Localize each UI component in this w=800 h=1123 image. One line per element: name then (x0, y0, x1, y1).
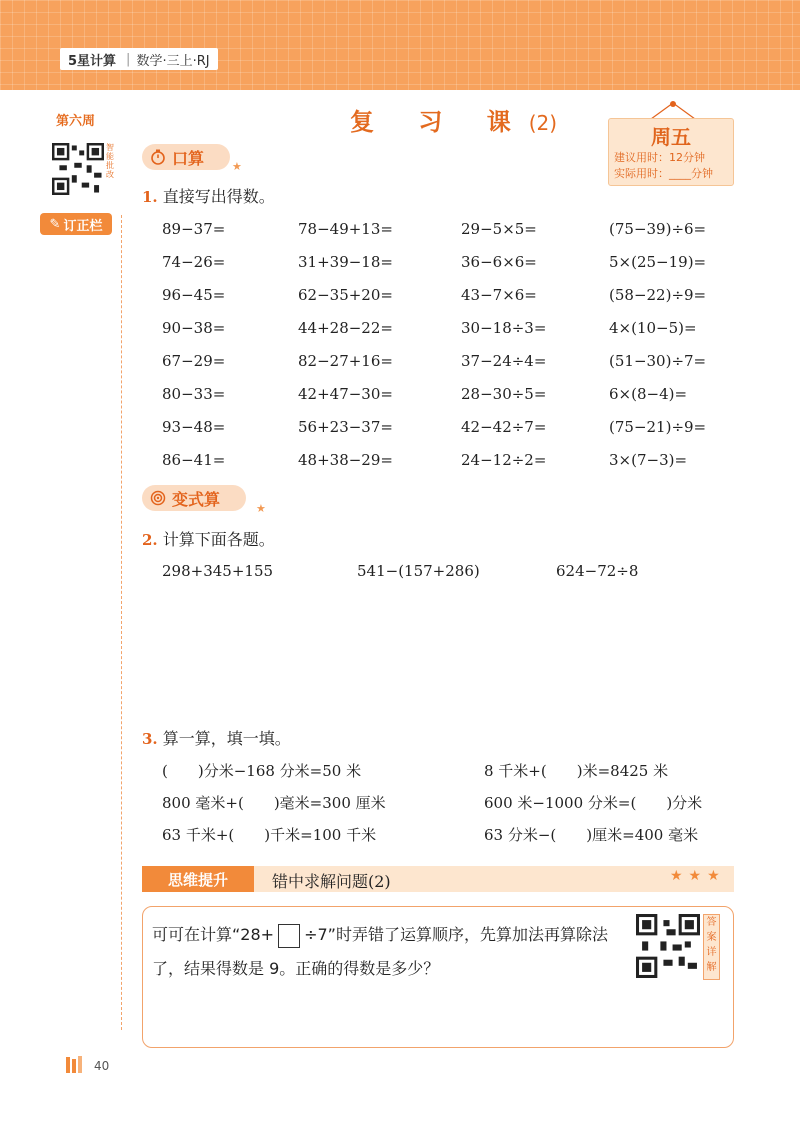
question-3-text: 算一算，填一填。 (162, 729, 291, 748)
table-row (162, 352, 742, 385)
answer-label[interactable]: 答案详解 (703, 914, 720, 980)
equation: 78−49+13= (298, 220, 393, 238)
equation: 90−38= (162, 319, 226, 337)
equation: 86−41= (162, 451, 226, 469)
difficulty-stars: ★★★ (670, 868, 726, 884)
equation: (75−21)÷9= (609, 418, 707, 436)
table-row (162, 451, 742, 484)
table-row (162, 253, 742, 286)
target-icon (150, 490, 166, 506)
equation: 42−42÷7= (461, 418, 547, 436)
fill-item: 600 米−1000 分米=( )分米 (484, 794, 703, 812)
margin-divider (121, 215, 122, 1030)
fix-column-text: 订正栏 (63, 218, 103, 234)
qr-caption: 智能批改 (106, 143, 114, 179)
question-1-number: 1. (142, 188, 158, 206)
equation: 44+28−22= (298, 319, 393, 337)
equation: 36−6×6= (461, 253, 537, 271)
section-tag-thinking: 思维提升 (142, 866, 254, 892)
equation: 93−48= (162, 418, 226, 436)
equation: 67−29= (162, 352, 226, 370)
fill-item: 63 分米−( )厘米=400 毫米 (484, 826, 699, 844)
equation: (75−39)÷6= (609, 220, 707, 238)
qr-code-icon[interactable] (52, 143, 104, 195)
subject-label: 数学·三上·RJ (136, 53, 210, 69)
equation: 48+38−29= (298, 451, 393, 469)
calc-item: 298+345+155 (162, 562, 274, 580)
equation: 4×(10−5)= (609, 319, 697, 337)
calc-item: 541−(157+286) (357, 562, 480, 580)
equation: 56+23−37= (298, 418, 393, 436)
equation: 89−37= (162, 220, 226, 238)
star-icon: ★ (256, 502, 266, 515)
question-1-text: 直接写出得数。 (162, 187, 275, 206)
question-3-heading (142, 726, 291, 749)
card-hanger-icon (648, 100, 698, 120)
equation: (58−22)÷9= (609, 286, 707, 304)
page-number: 40 (94, 1059, 110, 1073)
fill-item: 800 毫米+( )毫米=300 厘米 (162, 794, 386, 812)
day-label: 周五 (651, 125, 691, 149)
equation: 3×(7−3)= (609, 451, 688, 469)
equation: 30−18÷3= (461, 319, 547, 337)
page-title (350, 102, 557, 137)
equation: 24−12÷2= (461, 451, 547, 469)
question-3-number: 3. (142, 730, 158, 748)
table-row (162, 319, 742, 352)
question-2-number: 2. (142, 531, 158, 549)
fix-column-label (40, 213, 112, 235)
table-row (162, 286, 742, 319)
thinking-title: 错中求解问题(2) (272, 872, 391, 891)
question-1-grid (162, 220, 742, 484)
equation: 6×(8−4)= (609, 385, 688, 403)
title-suffix: (2) (528, 111, 558, 135)
table-row (162, 385, 742, 418)
equation: 28−30÷5= (461, 385, 547, 403)
equation: 62−35+20= (298, 286, 393, 304)
question-2-text: 计算下面各题。 (162, 530, 275, 549)
equation: 74−26= (162, 253, 226, 271)
section-tag-oral (142, 144, 230, 170)
blank-box (278, 924, 300, 948)
equation: 29−5×5= (461, 220, 537, 238)
section-oral-label: 口算 (172, 148, 205, 168)
fill-item: ( )分米−168 分米=50 米 (162, 762, 362, 780)
equation: 43−7×6= (461, 286, 537, 304)
question-1-heading (142, 184, 275, 207)
star-icon: ★ (232, 160, 242, 173)
table-row (162, 220, 742, 253)
answer-qr-code-icon[interactable] (636, 914, 700, 978)
actual-time: 实际用时：____分钟 (614, 167, 713, 180)
stopwatch-icon (150, 149, 166, 165)
week-label: 第六周 (56, 114, 96, 129)
table-row (162, 418, 742, 451)
equation: 96−45= (162, 286, 226, 304)
books-icon (64, 1055, 88, 1073)
title-main: 复 习 课 (350, 108, 529, 136)
suggested-time: 建议用时：12分钟 (614, 151, 705, 164)
equation: 31+39−18= (298, 253, 393, 271)
equation: 37−24÷4= (461, 352, 547, 370)
header-tag (60, 48, 218, 70)
fill-item: 8 千米+( )米=8425 米 (484, 762, 669, 780)
section-variant-label: 变式算 (172, 489, 221, 509)
question-2-heading (142, 527, 275, 550)
page-number-area (64, 1055, 109, 1073)
equation: 42+47−30= (298, 385, 393, 403)
equation: 5×(25−19)= (609, 253, 707, 271)
calc-item: 624−72÷8 (556, 562, 639, 580)
question-text-part1: 可可在计算“28+ (152, 925, 275, 944)
header-band (0, 0, 800, 90)
brand-label: 5星计算 (68, 53, 117, 69)
section-tag-variant (142, 485, 246, 511)
fill-item: 63 千米+( )千米=100 千米 (162, 826, 377, 844)
equation: 82−27+16= (298, 352, 393, 370)
question-text-part2: ÷7”时弄错了运算顺序，先算加法再算除法了，结果得数是 9。正确的得数是多少？ (152, 925, 608, 978)
pencil-icon: ✎ (49, 216, 61, 232)
thinking-question (152, 918, 632, 986)
day-card (608, 118, 734, 186)
equation: 80−33= (162, 385, 226, 403)
equation: (51−30)÷7= (609, 352, 707, 370)
header-separator: | (126, 51, 131, 67)
